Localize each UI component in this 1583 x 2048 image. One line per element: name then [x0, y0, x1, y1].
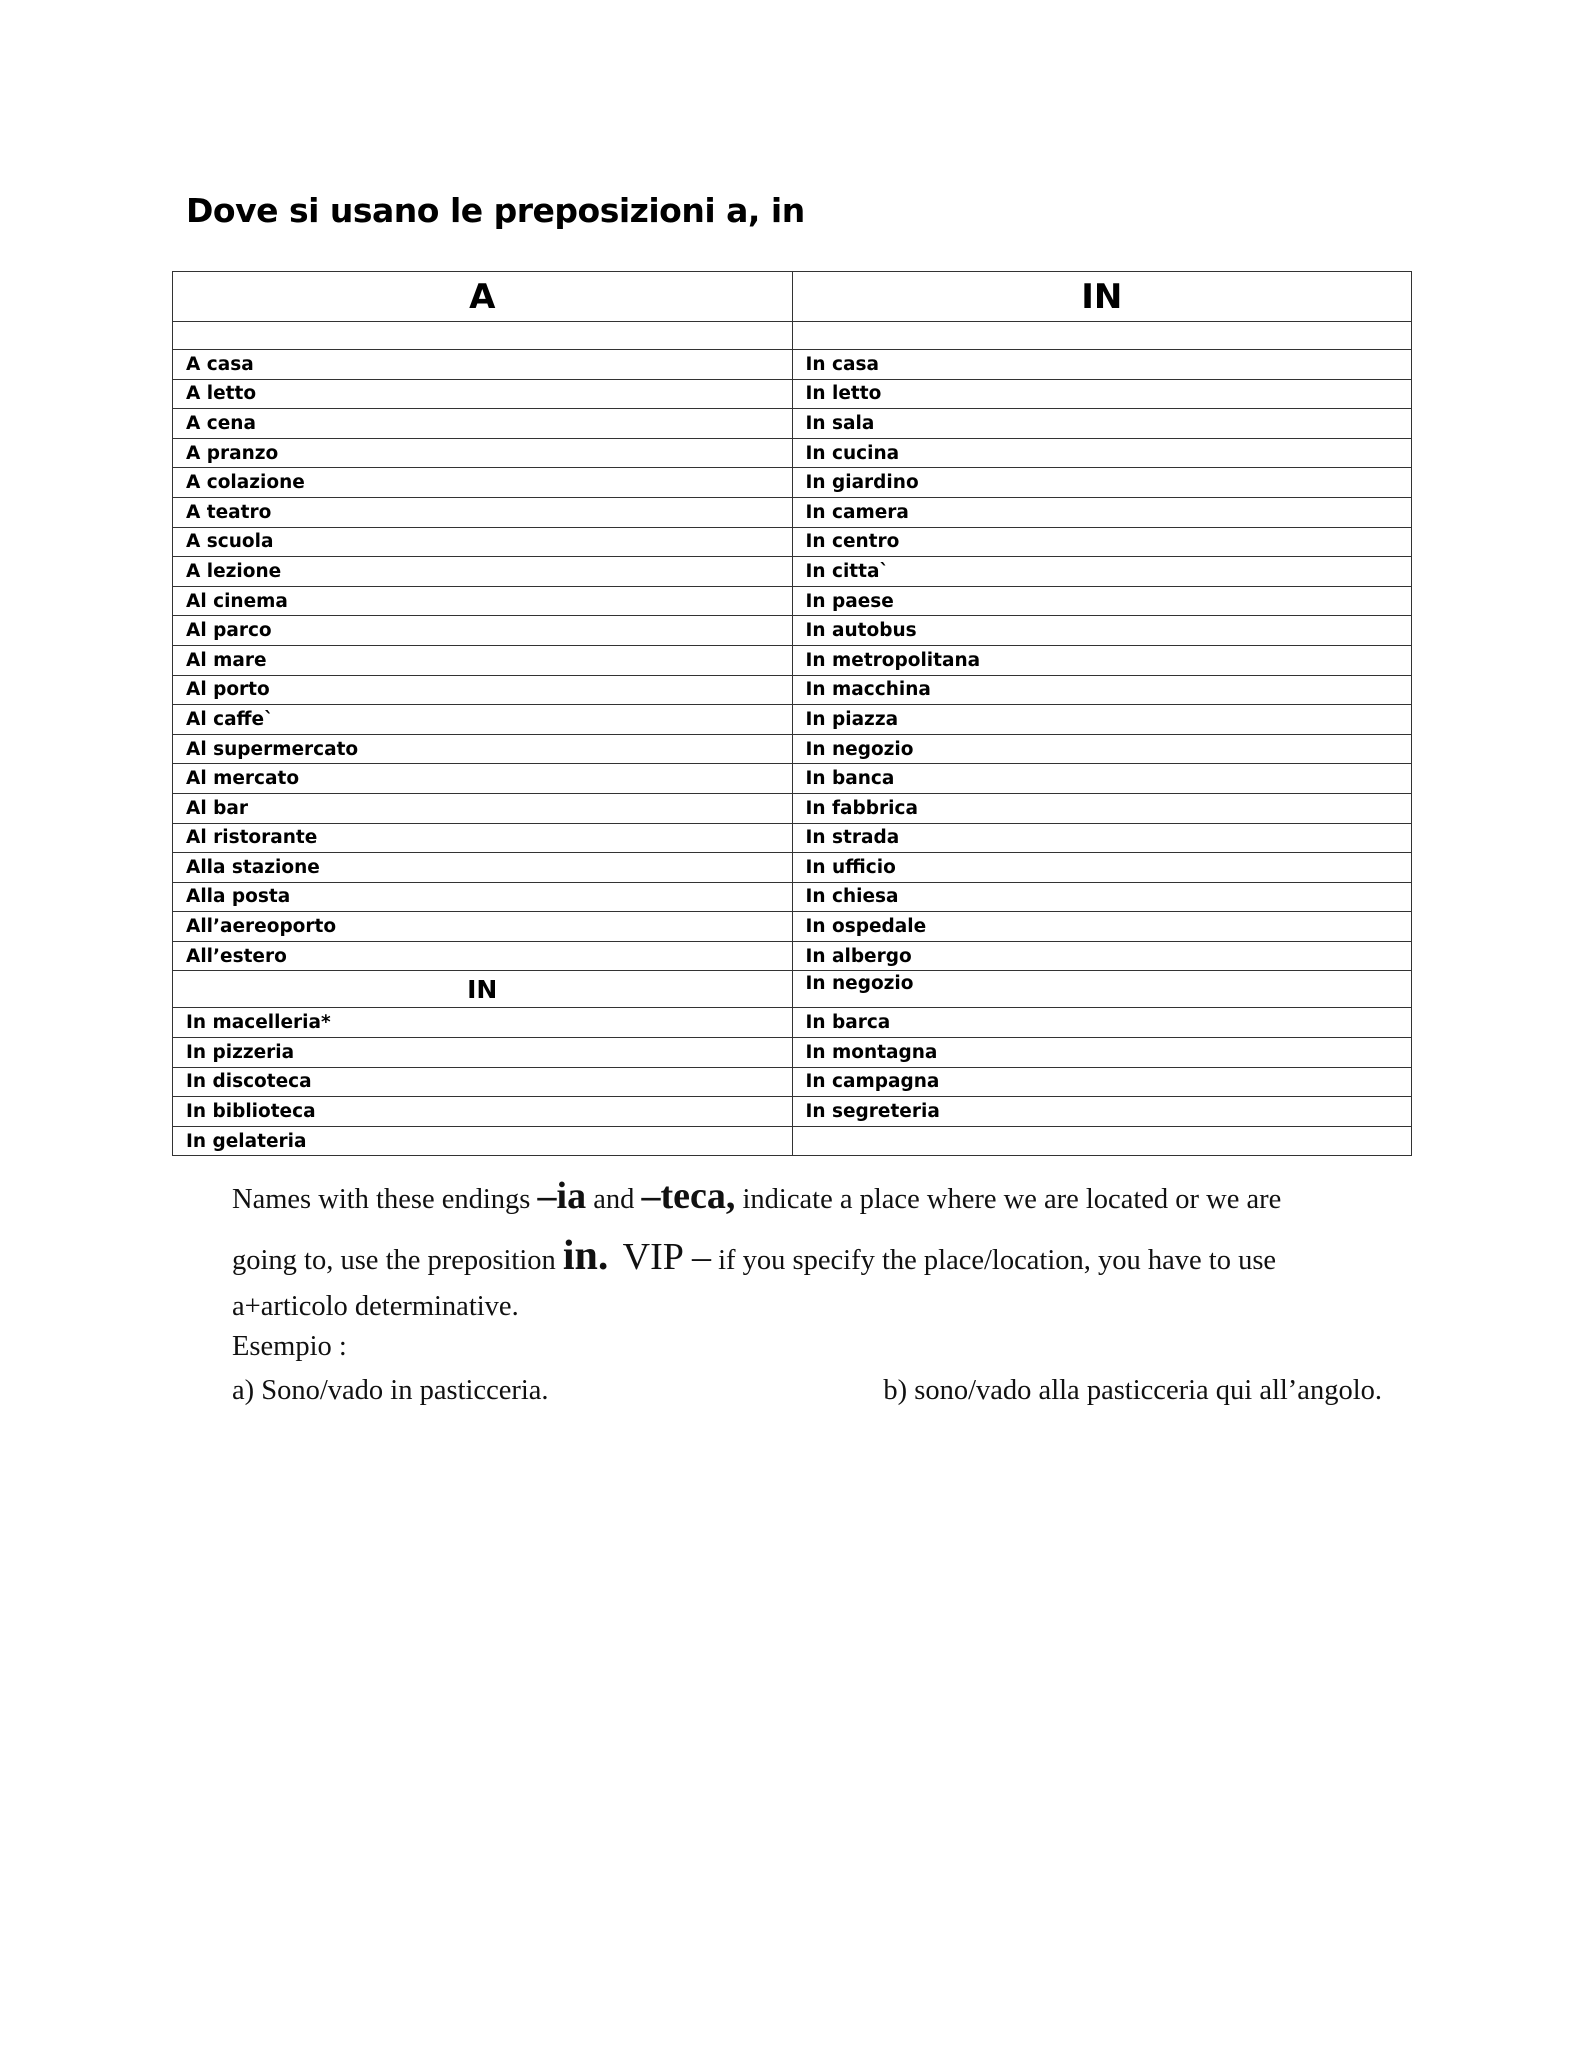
note-text: going to, use the preposition [232, 1245, 563, 1276]
cell-preposition-in: In paese [792, 586, 1412, 616]
cell-preposition-a: Al ristorante [173, 823, 793, 853]
cell-preposition-in: In negozio [792, 734, 1412, 764]
table-row [173, 764, 1412, 794]
cell-preposition-in: In piazza [792, 705, 1412, 735]
note-text: indicate a place where we are located or we are [735, 1184, 1282, 1215]
table-row [173, 586, 1412, 616]
cell-preposition-in-ia: In gelateria [173, 1126, 793, 1156]
note-examples [232, 1369, 1382, 1413]
example-a: a) Sono/vado in pasticceria. [232, 1375, 549, 1406]
cell-preposition-in: In albergo [792, 941, 1412, 971]
table-row [173, 882, 1412, 912]
cell-preposition-in: In campagna [792, 1067, 1412, 1097]
cell-preposition-in: In cucina [792, 438, 1412, 468]
subheader-in: IN [173, 971, 793, 1008]
table-row [173, 1067, 1412, 1097]
cell-preposition-in-ia: In pizzeria [173, 1038, 793, 1068]
table-row [173, 941, 1412, 971]
table-row [173, 734, 1412, 764]
cell-preposition-in [792, 1126, 1412, 1156]
cell-preposition-a: All’aereoporto [173, 912, 793, 942]
example-b: b) sono/vado alla pasticceria qui all’angolo. [883, 1375, 1382, 1406]
table-row [173, 912, 1412, 942]
page-title: Dove si usano le preposizioni a, in [186, 191, 805, 230]
cell-preposition-a: A scuola [173, 527, 793, 557]
table-row [173, 1038, 1412, 1068]
note-text: Names with these endings [232, 1184, 538, 1215]
cell-preposition-in: In citta` [792, 557, 1412, 587]
cell-preposition-a: Al mercato [173, 764, 793, 794]
table-row [173, 350, 1412, 380]
note-line-2 [232, 1228, 1392, 1289]
table-row [173, 793, 1412, 823]
table-row [173, 823, 1412, 853]
blank-cell-right [792, 322, 1412, 350]
cell-preposition-in: In casa [792, 350, 1412, 380]
ending-ia: –ia [537, 1175, 587, 1217]
table-row [173, 438, 1412, 468]
cell-preposition-in: In banca [792, 764, 1412, 794]
cell-preposition-a: A letto [173, 379, 793, 409]
cell-preposition-a: A casa [173, 350, 793, 380]
table-row [173, 379, 1412, 409]
table-row [173, 557, 1412, 587]
table-row [173, 1126, 1412, 1156]
cell-preposition-in-ia: In macelleria* [173, 1008, 793, 1038]
cell-preposition-in-ia: In biblioteca [173, 1097, 793, 1127]
table-row [173, 409, 1412, 439]
table-row [173, 971, 1412, 1008]
cell-preposition-in: In segreteria [792, 1097, 1412, 1127]
cell-preposition-a: All’estero [173, 941, 793, 971]
cell-preposition-a: A pranzo [173, 438, 793, 468]
table-row [173, 527, 1412, 557]
table-row [173, 853, 1412, 883]
cell-preposition-in: In ufficio [792, 853, 1412, 883]
cell-preposition-in: In metropolitana [792, 645, 1412, 675]
ending-teca: –teca, [641, 1175, 736, 1217]
blank-cell-left [173, 322, 793, 350]
cell-preposition-a: Al bar [173, 793, 793, 823]
note-text: and [586, 1184, 642, 1215]
cell-preposition-in: In negozio [792, 971, 1412, 1008]
cell-preposition-in: In camera [792, 497, 1412, 527]
cell-preposition-a: A teatro [173, 497, 793, 527]
cell-preposition-a: Al cinema [173, 586, 793, 616]
cell-preposition-a: Al parco [173, 616, 793, 646]
cell-preposition-a: A cena [173, 409, 793, 439]
blank-row [173, 322, 1412, 350]
table-row [173, 616, 1412, 646]
cell-preposition-a: Al caffe` [173, 705, 793, 735]
cell-preposition-a: A colazione [173, 468, 793, 498]
header-a: A [173, 272, 793, 322]
cell-preposition-a: Alla posta [173, 882, 793, 912]
cell-preposition-in: In barca [792, 1008, 1412, 1038]
cell-preposition-in: In autobus [792, 616, 1412, 646]
cell-preposition-in: In montagna [792, 1038, 1412, 1068]
cell-preposition-a: Alla stazione [173, 853, 793, 883]
table-row [173, 645, 1412, 675]
cell-preposition-in: In ospedale [792, 912, 1412, 942]
vip-label: VIP – [622, 1236, 711, 1278]
table-row [173, 705, 1412, 735]
cell-preposition-in: In letto [792, 379, 1412, 409]
note-line-3: a+articolo determinative. [232, 1291, 519, 1322]
cell-preposition-in: In chiesa [792, 882, 1412, 912]
note-line-1 [232, 1168, 1392, 1228]
note-example-label: Esempio : [232, 1331, 347, 1362]
table-row [173, 497, 1412, 527]
header-in: IN [792, 272, 1412, 322]
note-text: if you specify the place/location, you have to use [711, 1245, 1277, 1276]
cell-preposition-a: Al supermercato [173, 734, 793, 764]
cell-preposition-in: In centro [792, 527, 1412, 557]
cell-preposition-in: In fabbrica [792, 793, 1412, 823]
table-row [173, 468, 1412, 498]
cell-preposition-a: Al porto [173, 675, 793, 705]
table-header-row [173, 272, 1412, 322]
table-row [173, 675, 1412, 705]
cell-preposition-in-ia: In discoteca [173, 1067, 793, 1097]
cell-preposition-in: In strada [792, 823, 1412, 853]
cell-preposition-in: In macchina [792, 675, 1412, 705]
cell-preposition-in: In sala [792, 409, 1412, 439]
table-row [173, 1097, 1412, 1127]
preposition-in: in. [562, 1233, 609, 1279]
usage-note [232, 1168, 1392, 1413]
prepositions-table [172, 271, 1412, 1156]
cell-preposition-a: A lezione [173, 557, 793, 587]
cell-preposition-a: Al mare [173, 645, 793, 675]
table-row [173, 1008, 1412, 1038]
cell-preposition-in: In giardino [792, 468, 1412, 498]
